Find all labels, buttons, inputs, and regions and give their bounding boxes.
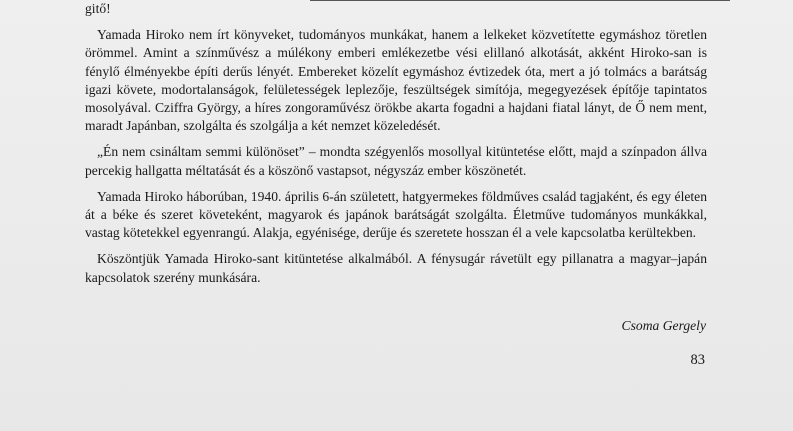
paragraph-2: „Én nem csináltam semmi különöset” – mondta szégyenlős mosollyal kitüntetése előtt, majd a színpadon állva percekig hallgatta méltatását és a köszönő vastapsot, négyszáz ember köszönetét. (85, 144, 707, 178)
article-body (85, 0, 707, 295)
paragraph-3: Yamada Hiroko háborúban, 1940. április 6-án született, hatgyermekes földműves család tagjaként, és egy életen át a béke és szeret követeként, magyarok és japánok barátságát szolgálta. Életműve tudományos munkákkal, vastag kötetekkel egyenrangú. Alakja, egyénisége, derűje és szeretete hosszan él a vele kapcsolatba kerültekben. (85, 188, 707, 241)
paragraph-continuation: gitő! (85, 1, 111, 16)
page-number: 83 (690, 352, 705, 368)
paragraph-4: Köszöntjük Yamada Hiroko-sant kitüntetése alkalmából. A fénysugár rávetült egy pillanatra a magyar–japán kapcsolatok szerény munkására. (85, 251, 707, 285)
paragraph-1: Yamada Hiroko nem írt könyveket, tudományos munkákat, hanem a lelkeket közvetítette egymáshoz töretlen örömmel. Amint a színművész a múlékony emberi emlékezetbe vési elillanó alkotását, akként Hiroko-san is fénylő élményekbe építi derűs lényét. Embereket közelít egymáshoz évtizedek óta, mert a jó tolmács a barátság igazi követe, modortalanságok, felületességek leplezője, feszültségek simítója, megegyezések építője tapintatos mosolyával. Cziffra György, a híres zongoraművész örökbe akarta fogadni a hajdani fiatal lányt, de Ő nem ment, maradt Japánban, szolgálta és szolgálja a két nemzet közeledését. (85, 27, 707, 134)
author-signature: Csoma Gergely (621, 318, 706, 333)
